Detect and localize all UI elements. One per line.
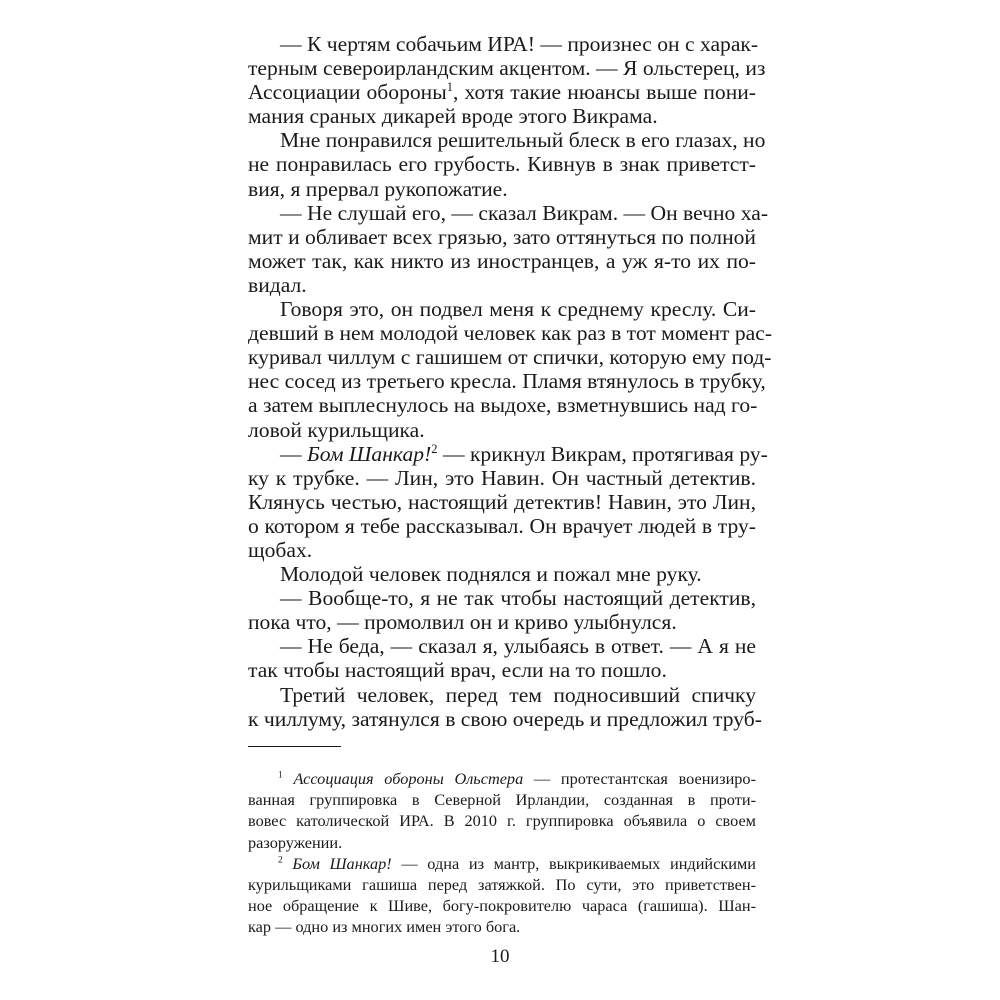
- paragraph: [248, 32, 766, 129]
- text-line: о котором я тебе рассказывал. Он врачует людей в тру-: [248, 513, 756, 538]
- text-line: Говоря это, он подвел меня к среднему креслу. Си-: [280, 297, 756, 322]
- italic-phrase: Бом Шанкар!: [307, 441, 432, 466]
- text-line: [248, 853, 756, 874]
- text-line: ку к трубке. — Лин, это Навин. Он частный детектив.: [248, 465, 756, 490]
- footnote-mark: 2: [431, 441, 438, 456]
- main-text: [248, 32, 773, 731]
- text-line: ное обращение к Шиве, богу-покровителю чараса (гашиша). Шан-: [248, 896, 756, 916]
- text-line: видал.: [248, 272, 307, 297]
- text-line: ловой курильщика.: [248, 417, 425, 442]
- text-line: разоружении.: [248, 832, 343, 852]
- footnote-mark: 1: [278, 770, 283, 781]
- text-line: так чтобы настоящий врач, если на то пошло.: [248, 658, 667, 683]
- text-line: кар — одно из многих имен этого бога.: [248, 917, 521, 937]
- text-line: [248, 441, 768, 466]
- text-line: курильщиками гашиша перед затяжкой. По сути, это приветствен-: [248, 875, 756, 895]
- text-line: [248, 80, 756, 104]
- text-line: пока что, — промолвил он и криво улыбнулся.: [248, 610, 677, 635]
- footnote-mark: 2: [278, 855, 283, 866]
- text-line: щобах.: [248, 537, 313, 562]
- text-line: куривал чиллум с гашишем от спички, которую ему под-: [248, 345, 772, 370]
- paragraph: [248, 586, 756, 634]
- footnotes: [248, 768, 756, 938]
- text-line: к чиллуму, затянулся в свою очередь и предложил труб-: [248, 706, 762, 731]
- text-line: — К чертям собачьим ИРА! — произнес он с харак-: [280, 32, 759, 56]
- text-segment: [283, 854, 293, 873]
- text-segment: — протестантская военизиро-: [523, 769, 756, 788]
- text-line: может так, как никто из иностранцев, а уж я-то их по-: [248, 248, 756, 273]
- text-line: [248, 768, 756, 789]
- italic-phrase: Бом Шанкар!: [292, 853, 392, 873]
- paragraph: [248, 200, 769, 297]
- footnote: [248, 768, 756, 853]
- text-line: вовес католической ИРА. В 2010 г. группировка объявила о своем: [248, 811, 756, 831]
- text-line: терным североирландским акцентом. — Я ольстерец, из: [248, 56, 766, 81]
- text-line: Мне понравился решительный блеск в его глазах, но: [280, 128, 766, 153]
- text-line: Третий человек, перед тем подносивший спичку: [280, 682, 756, 707]
- text-line: — Вообще-то, я не так чтобы настоящий детектив,: [280, 586, 756, 611]
- paragraph: [248, 634, 756, 682]
- text-line: — Не слушай его, — сказал Викрам. — Он вечно ха-: [280, 200, 769, 225]
- text-segment: [283, 769, 294, 788]
- footnote-mark: 1: [446, 80, 454, 94]
- text-line: девший в нем молодой человек как раз в тот момент рас-: [248, 321, 773, 346]
- text-line: а затем выплеснулось на выдохе, взметнувшись над го-: [248, 393, 758, 418]
- text-segment: — крикнул Викрам, протягивая ру-: [437, 441, 768, 466]
- text-line: мания сраных дикарей вроде этого Викрама.: [248, 104, 658, 129]
- footnote: [248, 853, 756, 938]
- footnote-separator: [248, 746, 341, 747]
- text-segment: — одна из мантр, выкрикиваемых индийскими: [391, 853, 756, 873]
- text-line: — Не беда, — сказал я, улыбаясь в ответ. — А я не: [280, 634, 756, 659]
- italic-phrase: Ассоциация обороны Ольстера: [293, 769, 524, 788]
- text-segment: —: [280, 441, 307, 466]
- text-line: не понравилась его грубость. Кивнув в знак приветст-: [248, 152, 756, 177]
- text-line: Молодой человек поднялся и пожал мне руку.: [280, 562, 702, 587]
- text-line: ванная группировка в Северной Ирландии, созданная в проти-: [248, 790, 756, 810]
- text-line: Клянусь честью, настоящий детектив! Навин, это Лин,: [248, 489, 756, 514]
- text-line: мит и обливает всех грязью, зато оттянуться по полной: [248, 224, 756, 249]
- text-segment: Ассоциации обороны: [248, 80, 447, 105]
- text-line: нес сосед из третьего кресла. Пламя втянулось в трубку,: [248, 369, 766, 394]
- paragraph: [248, 682, 762, 731]
- paragraph: [248, 562, 756, 586]
- page-number: 10: [490, 946, 510, 967]
- paragraph: [248, 128, 766, 201]
- paragraph: [248, 297, 773, 442]
- text-line: вия, я прервал рукопожатие.: [248, 176, 508, 201]
- text-segment: , хотя такие нюансы выше пони-: [453, 80, 756, 105]
- paragraph: [248, 441, 768, 562]
